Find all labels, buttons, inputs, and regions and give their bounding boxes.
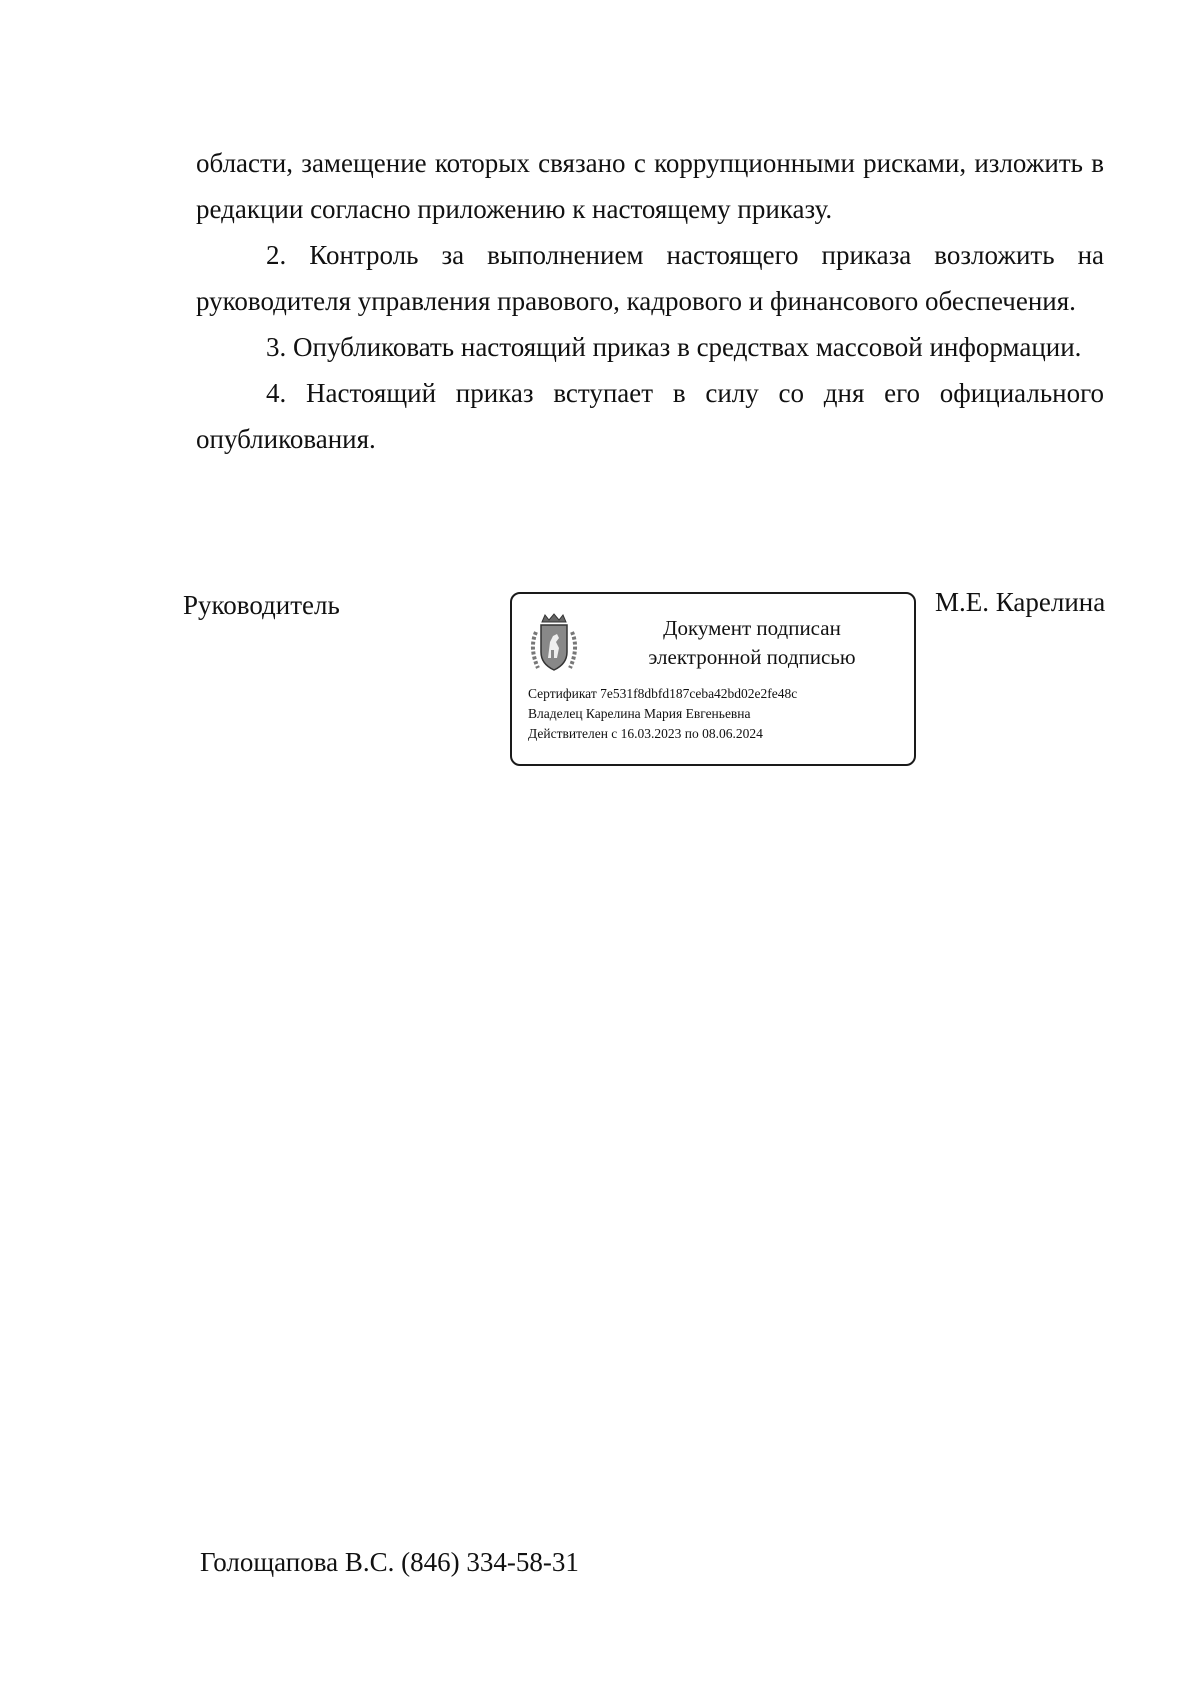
stamp-certificate: Сертификат 7e531f8dbfd187ceba42bd02e2fe48c — [528, 686, 798, 701]
stamp-owner: Владелец Карелина Мария Евгеньевна — [528, 706, 751, 721]
stamp-details — [528, 684, 797, 744]
signatory-name: М.Е. Карелина — [935, 587, 1106, 617]
electronic-signature-stamp — [510, 592, 916, 766]
paragraph-continuation: области, замещение которых связано с коррупционными рисками, изложить в редакции согласно приложению к настоящему приказу. — [196, 148, 1104, 224]
paragraph-item-2: 2. Контроль за выполнением настоящего приказа возложить на руководителя управления правового, кадрового и финансового обеспечения. — [196, 240, 1104, 316]
stamp-title-line2: электронной подписью — [648, 645, 856, 669]
signatory-position: Руководитель — [183, 590, 340, 620]
stamp-title — [604, 614, 900, 672]
paragraph-item-4: 4. Настоящий приказ вступает в силу со дня его официального опубликования. — [196, 378, 1104, 454]
paragraph-item-3: 3. Опубликовать настоящий приказ в средствах массовой информации. — [266, 332, 1082, 362]
document-body — [196, 140, 1104, 462]
stamp-title-line1: Документ подписан — [663, 616, 841, 640]
stamp-validity: Действителен с 16.03.2023 по 08.06.2024 — [528, 726, 763, 741]
coat-of-arms-icon — [526, 612, 582, 676]
executor-contact: Голощапова В.С. (846) 334-58-31 — [200, 1547, 579, 1577]
